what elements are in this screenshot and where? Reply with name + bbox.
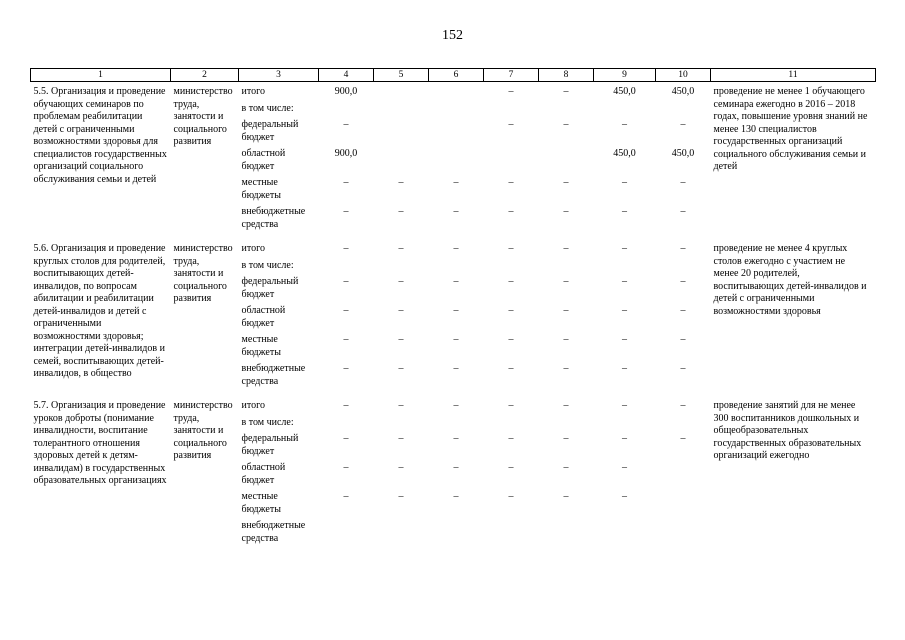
value-cell: – <box>563 119 569 131</box>
value-cell: – <box>680 206 686 218</box>
value-cell: – <box>563 491 569 503</box>
budget-type-cell: областной бюджет <box>241 148 286 172</box>
executor-cell: министерство труда, занятости и социального развития <box>173 86 233 148</box>
value-cell: – <box>398 276 404 288</box>
value-cell: – <box>680 400 686 412</box>
executor-cell: министерство труда, занятости и социального развития <box>173 243 233 305</box>
value-cell <box>374 415 429 432</box>
value-cell: – <box>563 86 569 98</box>
value-cell: – <box>343 243 349 255</box>
value-cell: – <box>343 206 349 218</box>
value-cell <box>539 101 594 118</box>
value-cell: – <box>453 305 459 317</box>
value-cell <box>429 101 484 118</box>
value-cell: – <box>398 177 404 189</box>
value-cell: 450,0 <box>613 86 636 98</box>
value-cell: – <box>680 119 686 131</box>
table-header-row <box>31 69 876 82</box>
program-activities-table <box>30 68 876 547</box>
value-cell: – <box>563 363 569 375</box>
budget-type-cell: внебюджетные средства <box>241 520 306 544</box>
value-cell <box>656 518 711 547</box>
value-cell: – <box>343 276 349 288</box>
value-cell: – <box>508 86 514 98</box>
value-cell: – <box>453 276 459 288</box>
value-cell: – <box>563 243 569 255</box>
budget-type-cell: в том числе: <box>241 259 294 271</box>
column-header-7: 7 <box>484 69 539 82</box>
result-cell: проведение не менее 4 круглых столов ежегодно с участием не менее 20 родителей, воспитывающих детей-инвалидов и детей с ограниченными возможностями здоровья <box>713 243 867 317</box>
value-cell: – <box>622 177 627 189</box>
budget-type-cell: внебюджетные средства <box>241 363 306 387</box>
value-cell <box>656 258 711 275</box>
budget-type-cell: итого <box>241 243 265 255</box>
value-cell: – <box>398 462 404 474</box>
budget-type-cell: в том числе: <box>241 102 294 114</box>
value-cell <box>374 117 429 146</box>
budget-type-cell: местные бюджеты <box>241 177 281 201</box>
value-cell <box>319 258 374 275</box>
value-cell <box>539 518 594 547</box>
value-cell <box>374 101 429 118</box>
value-cell: – <box>453 363 459 375</box>
value-cell: 450,0 <box>671 86 695 98</box>
value-cell: – <box>508 491 514 503</box>
executor-cell: министерство труда, занятости и социального развития <box>173 400 233 462</box>
value-cell: – <box>563 206 569 218</box>
value-cell: – <box>622 305 627 317</box>
value-cell: – <box>343 363 349 375</box>
budget-type-cell: итого <box>241 400 265 412</box>
activity-row-start <box>31 82 876 101</box>
value-cell <box>429 258 484 275</box>
value-cell: – <box>453 177 459 189</box>
value-cell: – <box>622 433 627 445</box>
result-cell: проведение занятий для не менее 300 воспитанников дошкольных и общеобразовательных государственных образовательных организаций ежегодно <box>713 400 862 462</box>
value-cell <box>594 258 656 275</box>
value-cell: – <box>453 400 459 412</box>
value-cell: – <box>398 334 404 346</box>
value-cell: – <box>343 462 349 474</box>
table-body <box>31 82 876 548</box>
value-cell: – <box>508 334 514 346</box>
value-cell: – <box>508 363 514 375</box>
value-cell <box>484 146 539 175</box>
budget-type-cell: местные бюджеты <box>241 491 281 515</box>
value-cell: – <box>343 400 349 412</box>
value-cell <box>484 518 539 547</box>
value-cell: – <box>680 276 686 288</box>
value-cell <box>656 415 711 432</box>
column-header-6: 6 <box>429 69 484 82</box>
value-cell: – <box>563 177 569 189</box>
value-cell: – <box>508 433 514 445</box>
activity-row-start <box>31 233 876 258</box>
value-cell: – <box>563 305 569 317</box>
value-cell <box>656 460 711 489</box>
value-cell: – <box>622 491 627 503</box>
budget-type-cell: внебюджетные средства <box>241 206 306 230</box>
value-cell: – <box>453 491 459 503</box>
value-cell: – <box>453 433 459 445</box>
value-cell <box>656 489 711 518</box>
budget-type-cell: областной бюджет <box>241 305 286 329</box>
value-cell <box>429 518 484 547</box>
value-cell <box>539 415 594 432</box>
value-cell: 900,0 <box>334 86 358 98</box>
value-cell <box>429 82 484 101</box>
value-cell <box>374 518 429 547</box>
value-cell <box>539 258 594 275</box>
value-cell: – <box>508 276 514 288</box>
value-cell: – <box>343 491 349 503</box>
column-header-1: 1 <box>31 69 171 82</box>
value-cell: – <box>622 119 627 131</box>
value-cell: – <box>563 462 569 474</box>
value-cell: – <box>622 276 627 288</box>
value-cell <box>319 101 374 118</box>
column-header-8: 8 <box>539 69 594 82</box>
value-cell: – <box>343 177 349 189</box>
budget-type-cell: областной бюджет <box>241 462 286 486</box>
value-cell: – <box>343 433 349 445</box>
column-header-5: 5 <box>374 69 429 82</box>
value-cell: – <box>453 206 459 218</box>
value-cell: – <box>398 400 404 412</box>
value-cell: – <box>453 243 459 255</box>
value-cell: – <box>680 363 686 375</box>
page-number: 152 <box>442 28 463 43</box>
column-header-4: 4 <box>319 69 374 82</box>
value-cell <box>319 415 374 432</box>
value-cell: – <box>622 243 627 255</box>
activity-cell: 5.5. Организация и проведение обучающих семинаров по проблемам реабилитации детей с ограниченными возможностями здоровья для специалистов государственных организаций социального обслуживания семьи и детей <box>33 86 167 185</box>
value-cell: – <box>398 491 404 503</box>
column-header-3: 3 <box>239 69 319 82</box>
budget-type-cell: итого <box>241 86 265 98</box>
value-cell: – <box>680 433 686 445</box>
value-cell: – <box>680 334 686 346</box>
value-cell <box>594 101 656 118</box>
value-cell <box>594 518 656 547</box>
value-cell: – <box>398 206 404 218</box>
value-cell: – <box>508 119 514 131</box>
value-cell: 450,0 <box>613 148 636 160</box>
budget-type-cell: в том числе: <box>241 416 294 428</box>
value-cell: – <box>508 243 514 255</box>
value-cell <box>484 101 539 118</box>
column-header-9: 9 <box>594 69 656 82</box>
value-cell: 900,0 <box>334 148 358 160</box>
value-cell: – <box>680 243 686 255</box>
activity-cell: 5.6. Организация и проведение круглых столов для родителей, воспитывающих детей-инвалидов, по вопросам абилитации и реабилитации детей-инвалидов и детей с ограниченными возможностями здоровья; интеграции детей-инвалидов и семей, воспитывающих детей-инвалидов, в общество <box>33 243 166 380</box>
value-cell: – <box>398 243 404 255</box>
budget-type-cell: федеральный бюджет <box>241 119 299 143</box>
budget-type-cell: федеральный бюджет <box>241 433 299 457</box>
value-cell <box>484 415 539 432</box>
value-cell: – <box>622 400 627 412</box>
value-cell: – <box>453 334 459 346</box>
value-cell: – <box>508 206 514 218</box>
value-cell: – <box>622 206 627 218</box>
column-header-10: 10 <box>656 69 711 82</box>
value-cell: – <box>453 462 459 474</box>
value-cell: – <box>563 433 569 445</box>
value-cell: – <box>680 305 686 317</box>
value-cell: – <box>508 400 514 412</box>
value-cell: – <box>622 334 627 346</box>
value-cell: – <box>508 305 514 317</box>
value-cell <box>374 82 429 101</box>
value-cell <box>539 146 594 175</box>
value-cell: – <box>343 334 349 346</box>
result-cell: проведение не менее 1 обучающего семинара ежегодно в 2016 – 2018 годах, повышение уровня знаний не менее 130 специалистов государственных организаций социального обслуживания семьи и детей <box>713 86 868 173</box>
value-cell: – <box>508 462 514 474</box>
column-header-2: 2 <box>171 69 239 82</box>
value-cell <box>374 146 429 175</box>
value-cell: – <box>622 363 627 375</box>
budget-type-cell: местные бюджеты <box>241 334 281 358</box>
activity-row-start <box>31 390 876 415</box>
value-cell: 450,0 <box>671 148 695 160</box>
value-cell: – <box>680 177 686 189</box>
value-cell: – <box>622 462 627 474</box>
value-cell <box>656 101 711 118</box>
value-cell <box>374 258 429 275</box>
value-cell <box>429 146 484 175</box>
value-cell <box>319 518 374 547</box>
value-cell: – <box>398 433 404 445</box>
activity-cell: 5.7. Организация и проведение уроков доброты (понимание инвалидности, воспитание толерантного отношения здоровых детей к детям-инвалидам) в государственных образовательных организациях <box>33 400 167 487</box>
value-cell: – <box>563 276 569 288</box>
value-cell: – <box>343 305 349 317</box>
value-cell: – <box>508 177 514 189</box>
value-cell: – <box>398 305 404 317</box>
budget-type-cell: федеральный бюджет <box>241 276 299 300</box>
value-cell <box>429 117 484 146</box>
value-cell: – <box>563 334 569 346</box>
value-cell <box>594 415 656 432</box>
value-cell <box>484 258 539 275</box>
value-cell: – <box>343 119 349 131</box>
value-cell: – <box>398 363 404 375</box>
value-cell <box>429 415 484 432</box>
column-header-11: 11 <box>711 69 876 82</box>
value-cell: – <box>563 400 569 412</box>
